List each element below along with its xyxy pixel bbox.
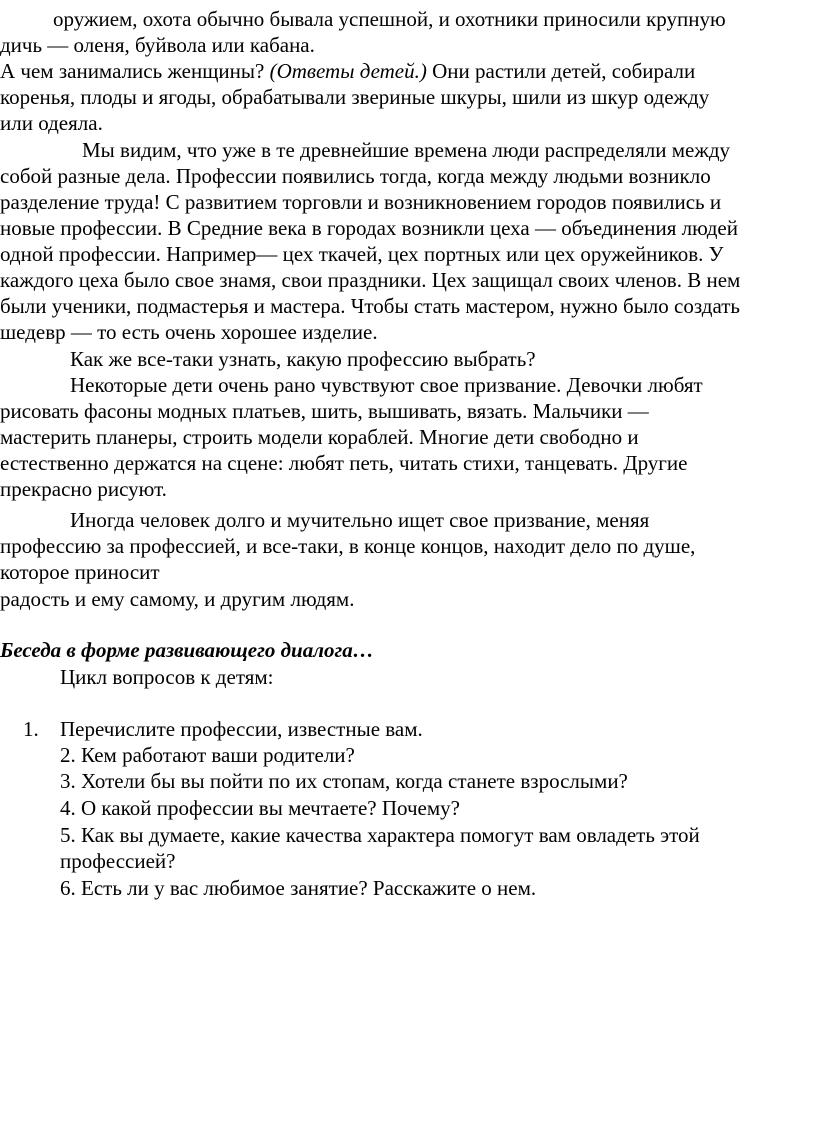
paragraph-1-line-4: коренья, плоды и ягоды, обрабатывали звериные шкуры, шили из шкур одежду: [0, 85, 710, 109]
paragraph-3-line-1: Как же все-таки узнать, какую профессию выбрать?: [70, 347, 536, 371]
paragraph-2-line-8: шедевр — то есть очень хорошее изделие.: [0, 320, 378, 344]
paragraph-4-line-3: мастерить планеры, строить модели кораблей. Многие дети свободно и: [0, 425, 639, 449]
paragraph-1-line-2: дичь — оленя, буйвола или кабана.: [0, 33, 315, 57]
question-1: Перечислите профессии, известные вам.: [60, 717, 423, 741]
paragraph-2-line-5: одной профессии. Например— цех ткачей, цех портных или цех оружейников. У: [0, 242, 724, 266]
paragraph-1-line-3-start: А чем занимались женщины?: [0, 59, 270, 83]
questions-intro: Цикл вопросов к детям:: [60, 665, 274, 689]
paragraph-5-line-3: которое приносит: [0, 560, 160, 584]
question-3: 3. Хотели бы вы пойти по их стопам, когда станете взрослыми?: [60, 769, 628, 793]
question-1-number: 1.: [23, 717, 39, 741]
paragraph-4-line-1: Некоторые дети очень рано чувствуют свое призвание. Девочки любят: [70, 373, 703, 397]
question-4: 4. О какой профессии вы мечтаете? Почему?: [60, 796, 460, 820]
paragraph-1-line-1: оружием, охота обычно бывала успешной, и охотники приносили крупную: [53, 7, 726, 31]
children-answers-note: (Ответы детей.): [269, 59, 427, 83]
question-6: 6. Есть ли у вас любимое занятие? Расскажите о нем.: [60, 876, 537, 900]
paragraph-1-line-3-end: Они растили детей, собирали: [426, 59, 696, 83]
paragraph-2-line-4: новые профессии. В Средние века в городах возникли цеха — объединения людей: [0, 216, 738, 240]
paragraph-4-line-4: естественно держатся на сцене: любят петь, читать стихи, танцевать. Другие: [0, 451, 688, 475]
paragraph-4-line-2: рисовать фасоны модных платьев, шить, вышивать, вязать. Мальчики —: [0, 399, 649, 423]
paragraph-4-line-5: прекрасно рисуют.: [0, 477, 167, 501]
paragraph-2-line-6: каждого цеха было свое знамя, свои праздники. Цех защищал своих членов. В нем: [0, 268, 741, 292]
paragraph-1-line-3: [0, 58, 695, 84]
paragraph-2-line-2: собой разные дела. Профессии появились тогда, когда между людьми возникло: [0, 164, 711, 188]
paragraph-5-line-1: Иногда человек долго и мучительно ищет свое призвание, меняя: [70, 508, 650, 532]
paragraph-2-line-3: разделение труда! С развитием торговли и возникновением городов появились и: [0, 190, 722, 214]
section-heading: Беседа в форме развивающего диалога…: [0, 638, 374, 662]
paragraph-5-line-4: радость и ему самому, и другим людям.: [0, 587, 355, 611]
paragraph-2-line-7: были ученики, подмастерья и мастера. Чтобы стать мастером, нужно было создать: [0, 294, 740, 318]
question-5-line-1: 5. Как вы думаете, какие качества характера помогут вам овладеть этой: [60, 823, 700, 847]
paragraph-2-line-1: Мы видим, что уже в те древнейшие времена люди распределяли между: [82, 138, 731, 162]
paragraph-5-line-2: профессию за профессией, и все-таки, в конце концов, находит дело по душе,: [0, 534, 696, 558]
question-5-line-2: профессией?: [60, 849, 176, 873]
question-2: 2. Кем работают ваши родители?: [60, 743, 355, 767]
paragraph-1-line-5: или одеяла.: [0, 111, 103, 135]
